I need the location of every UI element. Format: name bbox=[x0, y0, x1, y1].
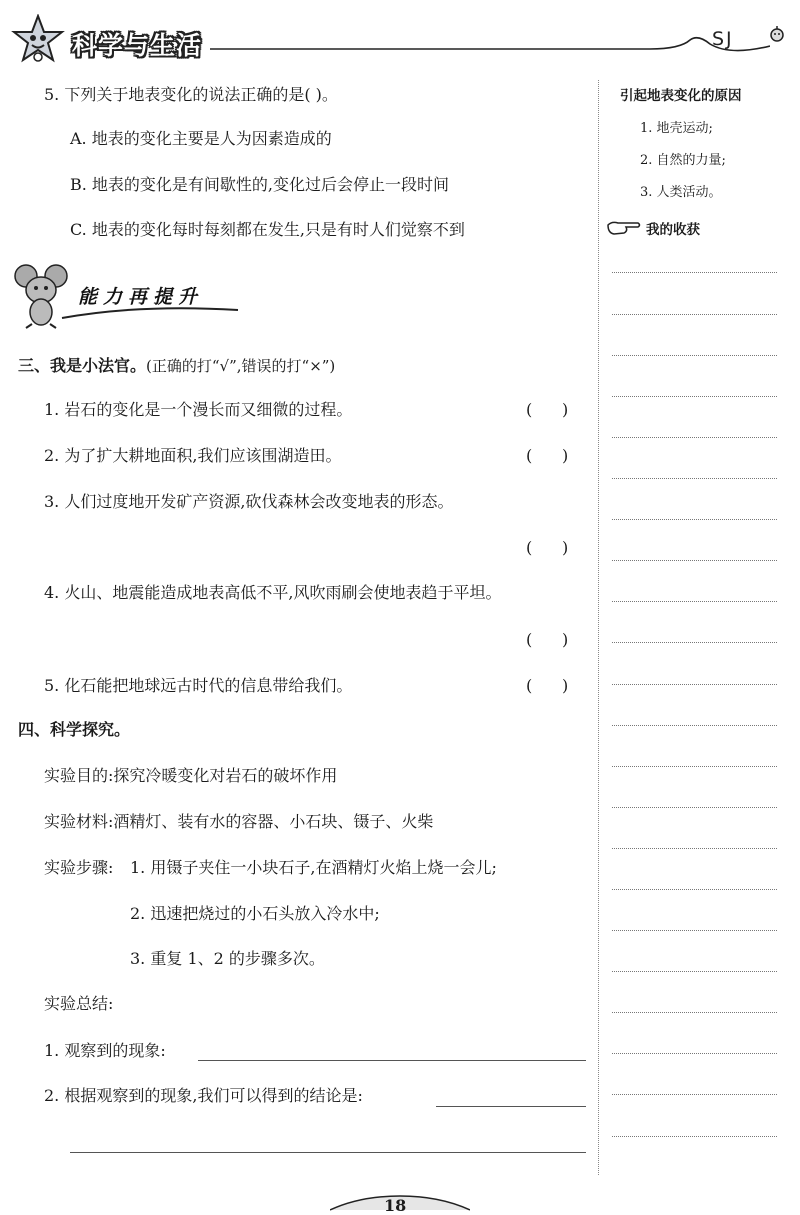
notes-line[interactable] bbox=[612, 1053, 777, 1054]
section-4-title: 四、科学探究。 bbox=[18, 720, 131, 739]
section-3-title: 三、我是小法官。 bbox=[18, 356, 147, 375]
notes-line[interactable] bbox=[612, 807, 777, 808]
banner-title: 能力再提升 bbox=[78, 286, 204, 308]
question-5-option-b: B. 地表的变化是有间歇性的,变化过后会停止一段时间 bbox=[70, 175, 450, 194]
sidebar-item-1: 1. 地壳运动; bbox=[640, 121, 713, 136]
notes-line[interactable] bbox=[612, 396, 777, 397]
header-code: SJ bbox=[712, 28, 734, 50]
sidebar-item-2: 2. 自然的力量; bbox=[640, 153, 726, 168]
judge-item-2: 2. 为了扩大耕地面积,我们应该围湖造田。 bbox=[44, 446, 342, 465]
experiment-steps-label: 实验步骤: bbox=[44, 858, 114, 877]
question-5-option-c: C. 地表的变化每时每刻都在发生,只是有时人们觉察不到 bbox=[70, 220, 465, 239]
judge-item-5: 5. 化石能把地球远古时代的信息带给我们。 bbox=[44, 676, 353, 695]
question-5-option-a: A. 地表的变化主要是人为因素造成的 bbox=[70, 129, 332, 148]
header-rule bbox=[210, 30, 770, 60]
sidebar-title: 引起地表变化的原因 bbox=[620, 88, 742, 104]
notes-line[interactable] bbox=[612, 930, 777, 931]
answer-blank-1[interactable] bbox=[198, 1060, 586, 1061]
experiment-step-3: 3. 重复 1、2 的步骤多次。 bbox=[130, 949, 325, 968]
header-sprite-icon bbox=[766, 24, 788, 50]
answer-bracket-2[interactable]: ( ) bbox=[526, 446, 569, 465]
notes-line[interactable] bbox=[612, 971, 777, 972]
pointing-hand-icon bbox=[606, 217, 642, 241]
header-mascot-logo bbox=[8, 14, 68, 66]
notes-line[interactable] bbox=[612, 1012, 777, 1013]
summary-item-2: 2. 根据观察到的现象,我们可以得到的结论是: bbox=[44, 1086, 363, 1105]
summary-item-1: 1. 观察到的现象: bbox=[44, 1041, 166, 1060]
section-3-heading bbox=[18, 355, 335, 377]
notes-line[interactable] bbox=[612, 1094, 777, 1095]
answer-bracket-5[interactable]: ( ) bbox=[526, 676, 569, 695]
experiment-purpose: 实验目的:探究冷暖变化对岩石的破坏作用 bbox=[44, 766, 338, 785]
notes-line[interactable] bbox=[612, 642, 777, 643]
notes-line[interactable] bbox=[612, 437, 777, 438]
notes-line[interactable] bbox=[612, 766, 777, 767]
notes-line[interactable] bbox=[612, 601, 777, 602]
judge-item-1: 1. 岩石的变化是一个漫长而又细微的过程。 bbox=[44, 400, 353, 419]
judge-item-4: 4. 火山、地震能造成地表高低不平,风吹雨刷会使地表趋于平坦。 bbox=[44, 583, 502, 602]
experiment-step-1: 1. 用镊子夹住一小块石子,在酒精灯火焰上烧一会儿; bbox=[130, 858, 497, 877]
notes-line[interactable] bbox=[612, 478, 777, 479]
mouse-mascot-icon bbox=[12, 262, 76, 334]
answer-bracket-1[interactable]: ( ) bbox=[526, 400, 569, 419]
sidebar-item-3: 3. 人类活动。 bbox=[640, 185, 722, 200]
banner-swoosh bbox=[60, 300, 240, 322]
experiment-summary-label: 实验总结: bbox=[44, 994, 114, 1013]
notes-line[interactable] bbox=[612, 725, 777, 726]
answer-blank-2[interactable] bbox=[436, 1106, 586, 1107]
notes-line[interactable] bbox=[612, 314, 777, 315]
answer-bracket-4[interactable]: ( ) bbox=[526, 630, 569, 649]
notes-line[interactable] bbox=[612, 1136, 777, 1137]
notes-line[interactable] bbox=[612, 560, 777, 561]
column-divider bbox=[598, 80, 599, 1175]
page-number: 18 bbox=[384, 1196, 407, 1215]
experiment-materials: 实验材料:酒精灯、装有水的容器、小石块、镊子、火柴 bbox=[44, 812, 434, 831]
header-title: 科学与生活 bbox=[72, 31, 203, 60]
notes-line[interactable] bbox=[612, 848, 777, 849]
judge-item-3: 3. 人们过度地开发矿产资源,砍伐森林会改变地表的形态。 bbox=[44, 492, 454, 511]
answer-blank-3[interactable] bbox=[70, 1152, 586, 1153]
harvest-label: 我的收获 bbox=[646, 222, 700, 238]
answer-bracket-3[interactable]: ( ) bbox=[526, 538, 569, 557]
question-5-stem: 5. 下列关于地表变化的说法正确的是( )。 bbox=[44, 85, 338, 104]
notes-line[interactable] bbox=[612, 889, 777, 890]
section-3-note: (正确的打“√”,错误的打“×”) bbox=[146, 357, 336, 375]
experiment-step-2: 2. 迅速把烧过的小石头放入冷水中; bbox=[130, 904, 380, 923]
notes-line[interactable] bbox=[612, 355, 777, 356]
notes-line[interactable] bbox=[612, 684, 777, 685]
notes-line[interactable] bbox=[612, 272, 777, 273]
notes-line[interactable] bbox=[612, 519, 777, 520]
